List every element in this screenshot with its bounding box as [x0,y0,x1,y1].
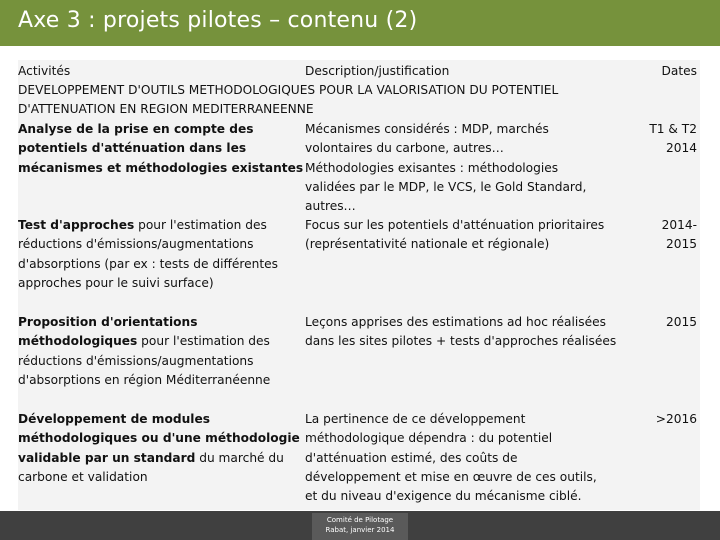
header-description: Description/justification [305,64,450,78]
row-2-description: Focus sur les potentiels d'atténuation prioritaires (représentativité nationale et régionale) [305,218,605,252]
title-bar [0,0,720,46]
header-dates: Dates [661,64,697,78]
row-4-dates: >2016 [655,412,697,426]
header-activites: Activités [18,64,71,78]
row-4-activity: Développement de modules méthodologiques ou d'une méthodologie validable par un standard du marché du carbone et validation [18,412,300,484]
row-3-activity: Proposition d'orientations méthodologiques pour l'estimation des réductions d'émissions/augmentations d'absorptions en région Méditerranéenne [18,315,271,387]
row-4-description: La pertinence de ce développement méthodologique dépendra : du potentiel d'atténuation estimé, des coûts de développement et mise en œuvre de ces outils, et du niveau d'exigence du mécanisme ciblé. [305,412,597,504]
row-2-dates: 2014- 2015 [661,218,697,252]
row-3-description: Leçons apprises des estimations ad hoc réalisées dans les sites pilotes + tests d'approches réalisées [305,315,617,349]
row-1-description: Mécanismes considérés : MDP, marchés volontaires du carbone, autres… Méthodologies exisantes : méthodologies validées par le MDP, le VCS, le Gold Standard, autres… [305,122,587,214]
row-1-activity: Analyse de la prise en compte des potentiels d'atténuation dans les mécanismes et méthodologies existantes [18,122,304,175]
row-3-dates: 2015 [665,315,697,329]
footer-label: Comité de Pilotage Rabat, janvier 2014 [325,516,395,534]
row-1-dates: T1 & T2 2014 [649,122,697,156]
slide-title: Axe 3 : projets pilotes – contenu (2) [18,8,418,33]
section-heading: DEVELOPPEMENT D'OUTILS METHODOLOGIQUES POUR LA VALORISATION DU POTENTIEL D'ATTENUATION EN REGION MEDITERRANEENNE [18,83,559,117]
row-2-activity: Test d'approches pour l'estimation des réductions d'émissions/augmentations d'absorptions (par ex : tests de différentes approches pour le suivi surface) [18,218,278,290]
